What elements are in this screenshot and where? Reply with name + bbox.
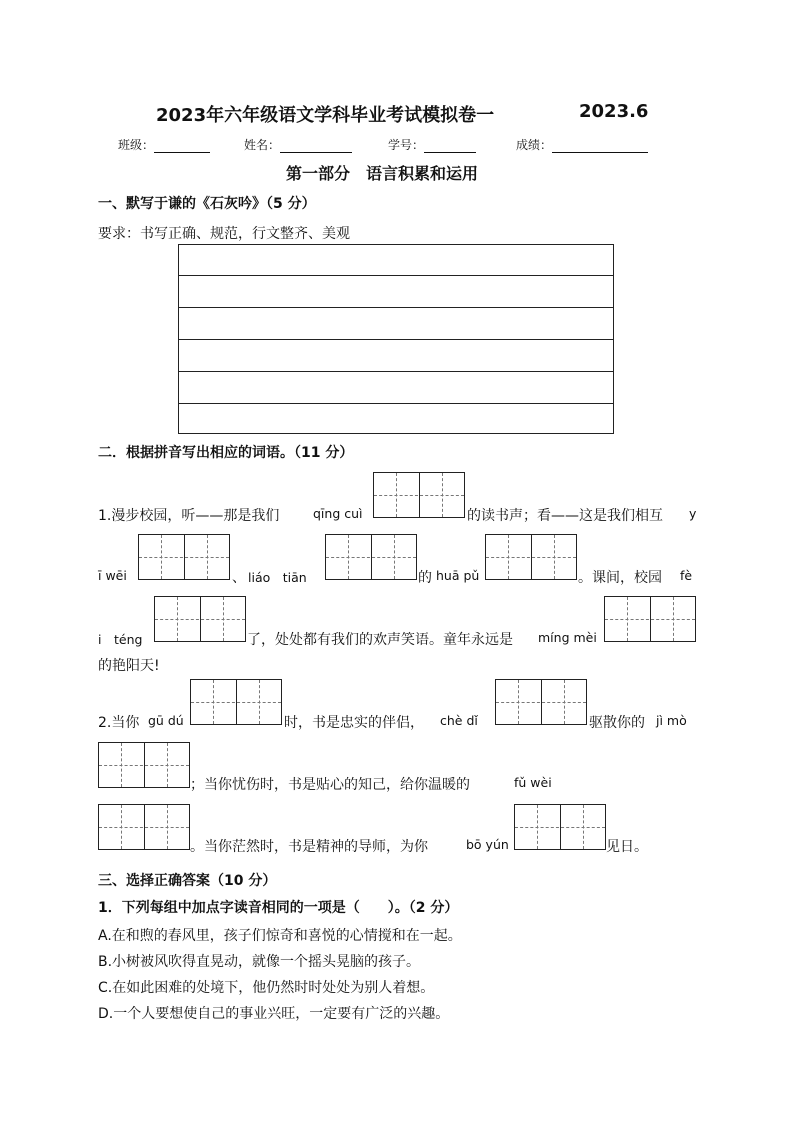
pinyin-liao-tian: liáo tiān <box>248 570 307 585</box>
grid-ming-mei[interactable] <box>604 596 696 642</box>
q2-text-3: 驱散你的 <box>589 715 645 731</box>
writing-line <box>179 371 613 372</box>
q1-text-5: 。课间，校园 <box>578 570 662 586</box>
pinyin-ming-mei: míng mèi <box>538 630 597 645</box>
class-label: 班级： <box>118 138 155 152</box>
writing-line <box>179 339 613 340</box>
pinyin-feiteng-part1: fè <box>680 568 693 583</box>
grid-ji-mo[interactable] <box>98 742 190 788</box>
pinyin-gu-du: gū dú <box>148 713 184 728</box>
pinyin-feiteng-part2: i téng <box>98 632 143 647</box>
pinyin-bo-yun: bō yún <box>466 837 509 852</box>
grid-gu-du[interactable] <box>190 679 282 725</box>
pinyin-fu-wei: fǔ wèi <box>514 775 552 790</box>
pinyin-qing-cui: qīng cuì <box>313 506 363 521</box>
exam-date: 2023.6 <box>579 101 649 122</box>
option-b[interactable]: B.小树被风吹得直晃动，就像一个摇头晃脑的孩子。 <box>98 954 421 970</box>
poem-writing-box[interactable] <box>178 244 614 434</box>
section1-title: 一、默写于谦的《石灰吟》（5 分） <box>98 196 316 212</box>
writing-line <box>179 307 613 308</box>
q1-text-2: 的读书声；看——这是我们相互 <box>467 508 663 524</box>
q2-text-4: ；当你忧伤时，书是贴心的知己，给你温暖的 <box>190 777 470 793</box>
option-d[interactable]: D.一个人要想使自己的事业兴旺，一定要有广泛的兴趣。 <box>98 1006 450 1022</box>
q2-text-5: 。当你茫然时，书是精神的导师，为你 <box>190 839 428 855</box>
q1-text-4: 的 <box>418 570 432 586</box>
q1-text-3: 、 <box>232 570 246 586</box>
pinyin-yiwei-part2: ī wēi <box>98 568 127 583</box>
score-field <box>516 136 648 153</box>
class-field <box>118 136 210 153</box>
class-blank[interactable] <box>154 139 210 153</box>
grid-fei-teng[interactable] <box>154 596 246 642</box>
grid-bo-yun[interactable] <box>514 804 606 850</box>
id-blank[interactable] <box>424 139 476 153</box>
name-label: 姓名： <box>244 138 281 152</box>
part1-title: 第一部分 语言积累和运用 <box>286 164 479 183</box>
grid-yi-wei[interactable] <box>138 534 230 580</box>
score-label: 成绩： <box>516 138 553 152</box>
section1-requirement: 要求：书写正确、规范，行文整齐、美观 <box>98 226 350 242</box>
q1-text-7: 的艳阳天! <box>98 658 160 674</box>
name-blank[interactable] <box>280 139 352 153</box>
section3-q1-stem: 1．下列每组中加点字读音相同的一项是（ ）。（2 分） <box>98 900 459 916</box>
option-a[interactable]: A.在和煦的春风里，孩子们惊奇和喜悦的心情搅和在一起。 <box>98 928 462 944</box>
section3-title: 三、选择正确答案（10 分） <box>98 873 277 889</box>
q2-text-1: 2.当你 <box>98 715 140 731</box>
grid-qing-cui[interactable] <box>373 472 465 518</box>
grid-che-di[interactable] <box>495 679 587 725</box>
writing-line <box>179 403 613 404</box>
section2-title: 二．根据拼音写出相应的词语。（11 分） <box>98 445 354 461</box>
q1-text-1: 1.漫步校园，听——那是我们 <box>98 508 280 524</box>
q2-text-6: 见日。 <box>606 839 648 855</box>
score-blank[interactable] <box>552 139 648 153</box>
grid-hua-pu[interactable] <box>485 534 577 580</box>
id-field <box>388 136 476 153</box>
pinyin-yiwei-part1: y <box>689 506 697 521</box>
pinyin-hua-pu: huā pǔ <box>436 568 480 583</box>
writing-line <box>179 275 613 276</box>
pinyin-che-di: chè dǐ <box>440 713 478 728</box>
grid-liao-tian[interactable] <box>325 534 417 580</box>
q1-text-6: 了，处处都有我们的欢声笑语。童年永远是 <box>247 632 513 648</box>
pinyin-ji-mo: jì mò <box>656 713 687 728</box>
option-c[interactable]: C.在如此困难的处境下，他仍然时时处处为别人着想。 <box>98 980 435 996</box>
q2-text-2: 时，书是忠实的伴侣， <box>284 715 424 731</box>
name-field <box>244 136 352 153</box>
id-label: 学号： <box>388 138 425 152</box>
grid-fu-wei[interactable] <box>98 804 190 850</box>
exam-title: 2023年六年级语文学科毕业考试模拟卷一 <box>156 105 495 126</box>
